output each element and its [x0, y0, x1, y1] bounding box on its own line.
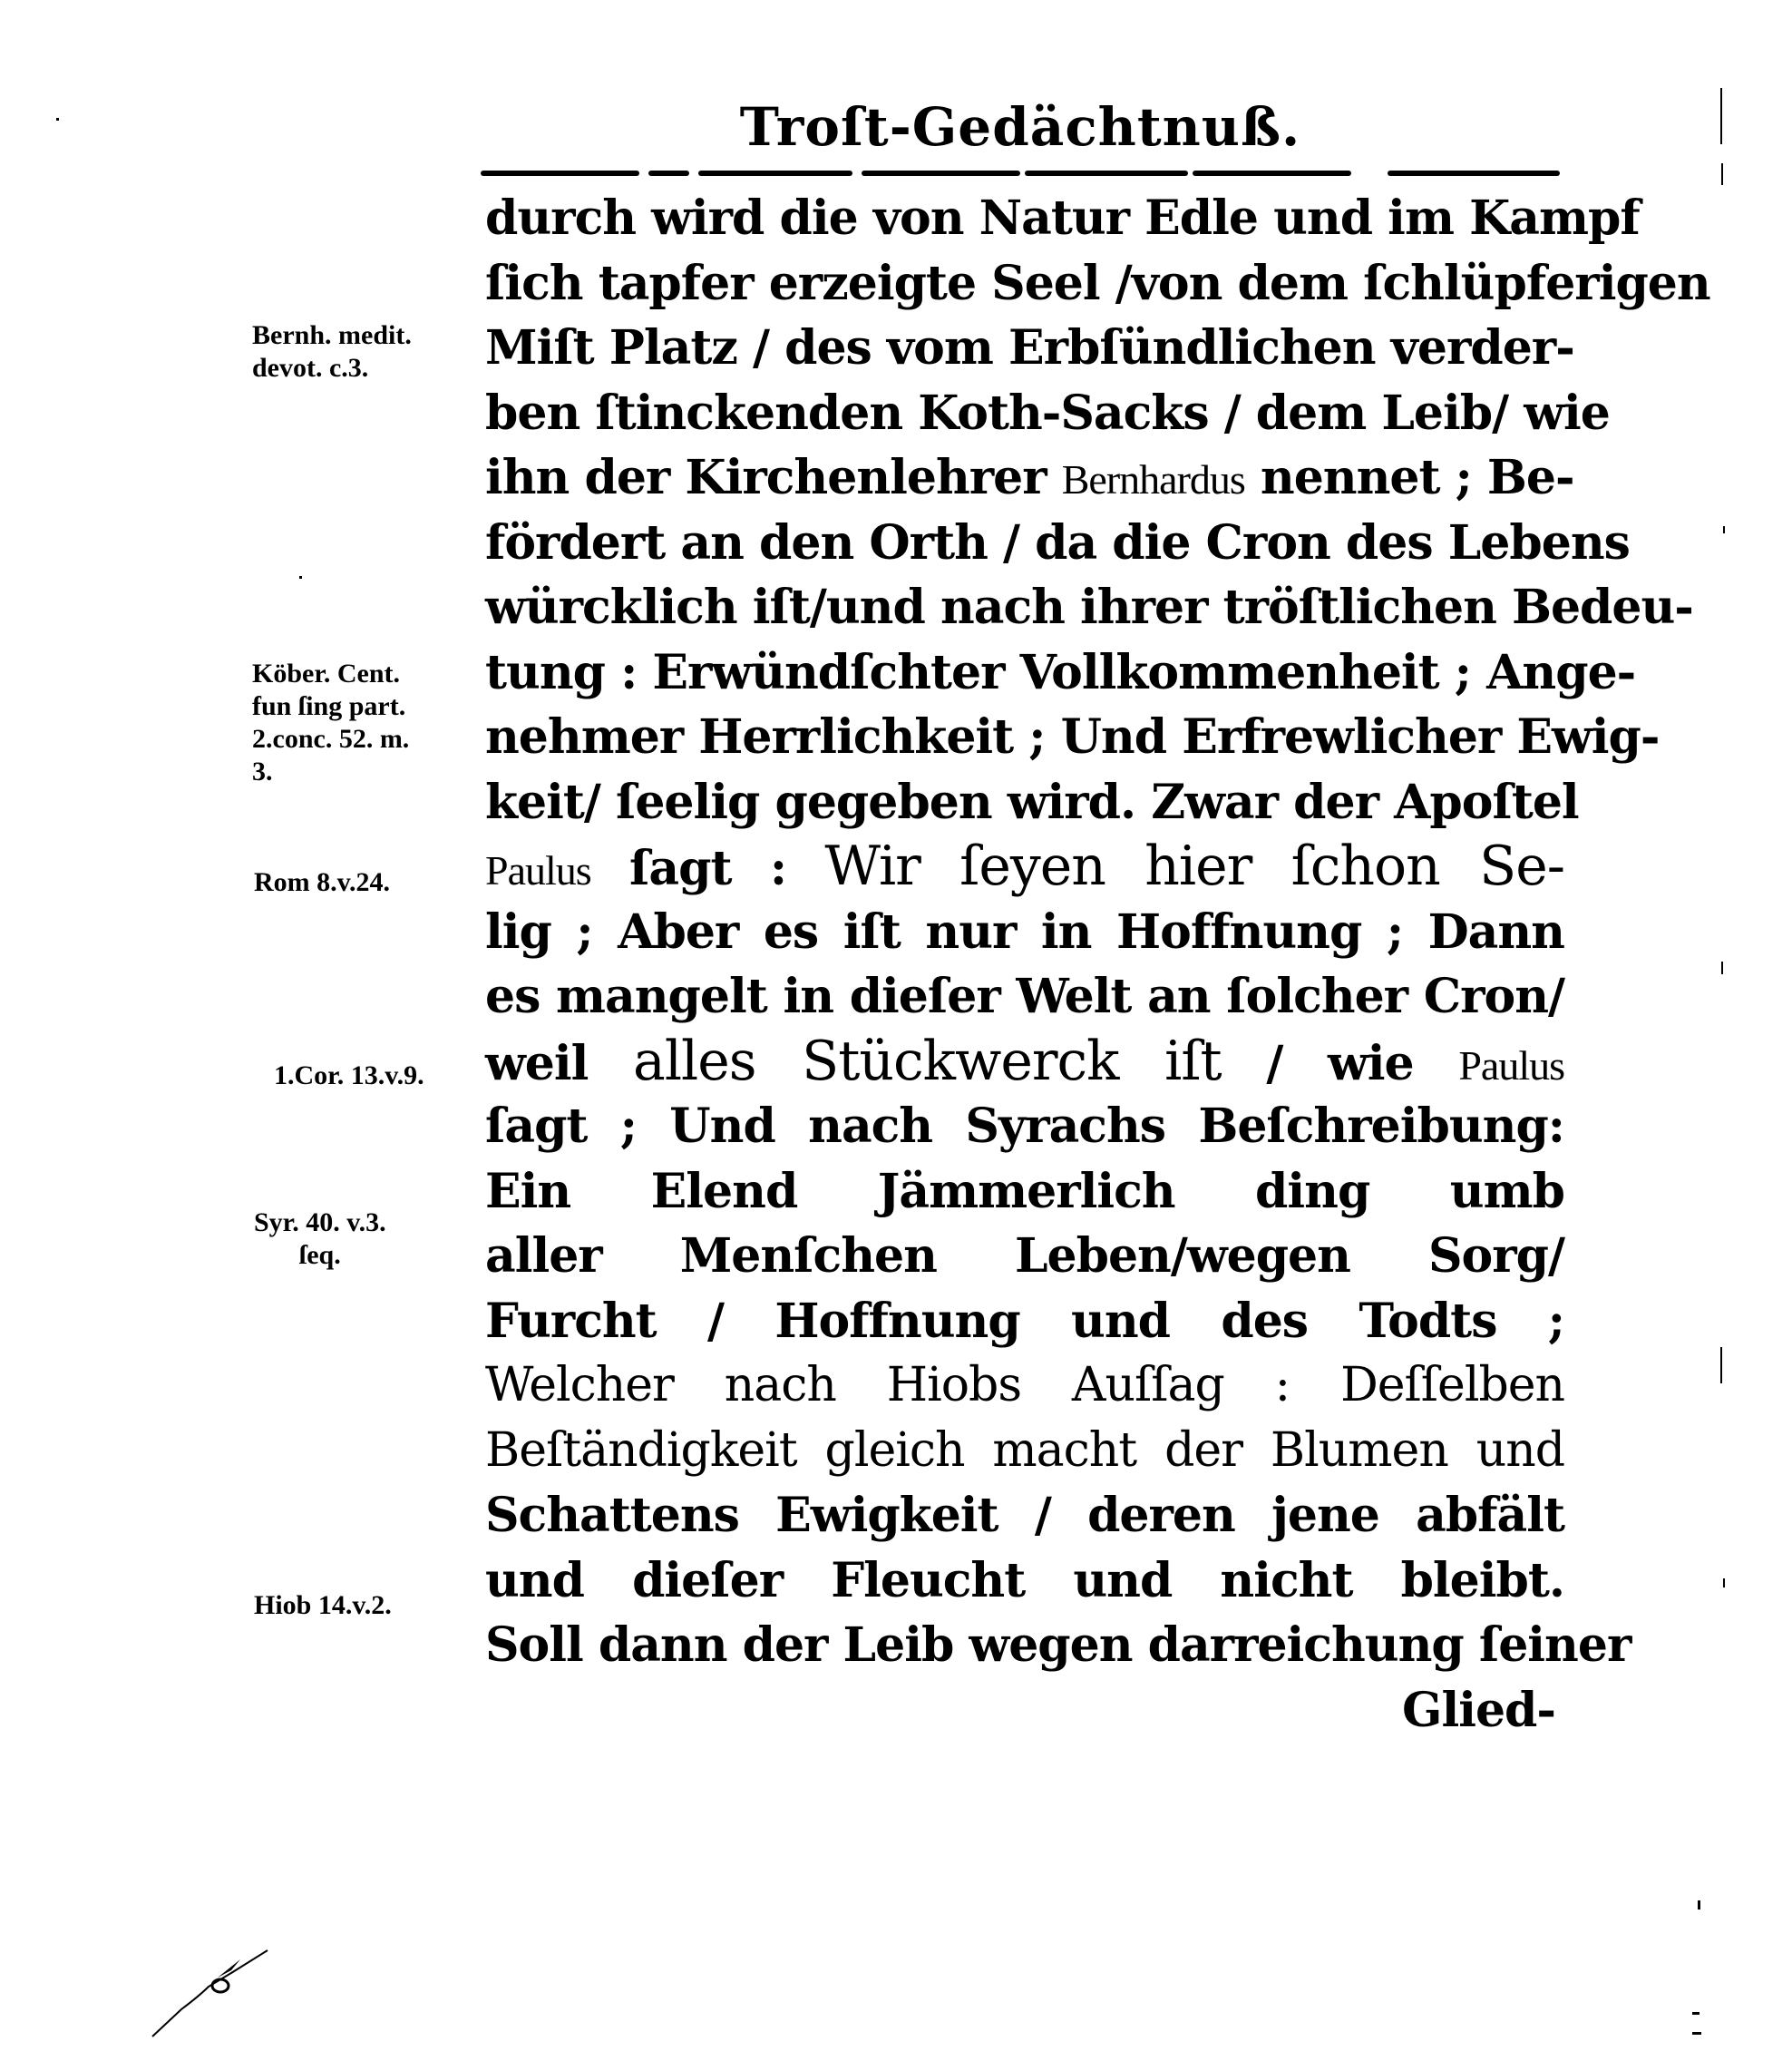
margin-note-line: Hiob 14.v.2. — [254, 1590, 392, 1620]
text-line-quote: aller Menſchen Leben/wegen Sorg/ — [485, 1228, 1564, 1284]
scan-artifact — [56, 118, 59, 121]
margin-note — [254, 1589, 392, 1622]
text-line: fördert an den Orth / da die Cron des Lebens — [485, 514, 1630, 571]
margin-note-line: Rom 8.v.24. — [254, 867, 390, 897]
text-segment: ihn der Kirchenlehrer — [485, 450, 1062, 505]
text-line-quote: Furcht / Hoffnung und des Todts ; — [485, 1293, 1564, 1349]
scan-artifact — [1720, 1347, 1722, 1383]
margin-note-line: 2.conc. 52. m. — [252, 724, 410, 754]
margin-note-line: Syr. 40. v.3. — [254, 1207, 386, 1237]
body-text — [485, 186, 1710, 1743]
scan-artifact — [1698, 1900, 1700, 1910]
margin-note-line: 3. — [252, 757, 273, 786]
margin-note — [254, 866, 390, 899]
text-line: es mangelt in dieſer Welt an ſolcher Cron/ — [485, 969, 1564, 1024]
text-line: Welcher nach Hiobs Auſſag : Deſſelben — [485, 1358, 1564, 1412]
text-line: keit/ ſeelig gegeben wird. Zwar der Apoſtel — [485, 774, 1579, 830]
scan-artifact — [299, 576, 302, 579]
text-line: ſich tapfer erzeigte Seel /von dem ſchlüpferigen — [485, 255, 1710, 311]
text-segment: ſagt : — [590, 841, 825, 896]
margin-note-line: Bernh. medit. — [252, 320, 412, 350]
ink-scribble-icon — [145, 1914, 272, 2041]
scripture-quote: Wir ſeyen hier ſchon Se- — [824, 835, 1564, 898]
margin-note-line: fun ſing part. — [252, 691, 406, 721]
name-paulus: Paulus — [485, 847, 591, 894]
margin-note-line: devot. c.3. — [252, 353, 369, 383]
text-line: tung : Erwündſchter Vollkommenheit ; Ange- — [485, 644, 1636, 700]
running-head: Troſt-Gedächtnuß. — [739, 96, 1301, 158]
scan-artifact — [1692, 2032, 1701, 2035]
text-line: ſagt ; Und nach Syrachs Beſchreibung: — [485, 1099, 1564, 1154]
margin-note-line: ſeq. — [298, 1240, 341, 1270]
margin-note — [274, 1060, 424, 1092]
scan-artifact — [1692, 2012, 1699, 2015]
text-line: lig ; Aber es iſt nur in Hoffnung ; Dann — [485, 904, 1564, 960]
text-segment: weil — [485, 1035, 634, 1091]
margin-note — [252, 658, 409, 788]
scripture-quote: alles Stückwerck iſt — [633, 1029, 1222, 1093]
text-line-quote: Schattens Ewigkeit / deren jene abfält — [485, 1488, 1564, 1543]
scan-artifact — [1723, 526, 1725, 533]
scan-artifact — [1721, 962, 1723, 974]
scan-artifact — [1721, 163, 1723, 185]
text-line — [485, 445, 1574, 511]
text-line — [485, 1030, 1564, 1095]
name-bernhardus: Bernhardus — [1061, 456, 1245, 503]
name-paulus: Paulus — [1458, 1041, 1564, 1089]
margin-note — [254, 1206, 386, 1272]
text-line: würcklich iſt/und nach ihrer tröſtlichen Bedeu- — [485, 580, 1693, 635]
text-line: Soll dann der Leib wegen darreichung ſeiner — [485, 1617, 1631, 1673]
scan-artifact — [1720, 88, 1722, 144]
text-line-quote: Ein Elend Jämmerlich ding umb — [485, 1163, 1564, 1219]
margin-note-line: 1.Cor. 13.v.9. — [274, 1060, 424, 1090]
header-rule — [481, 171, 1560, 177]
text-line-quote: und dieſer Fleucht und nicht bleibt. — [485, 1552, 1564, 1608]
text-line: Miſt Platz / des vom Erbſündlichen verder- — [485, 320, 1574, 376]
scan-artifact — [1723, 1578, 1725, 1587]
text-line: nehmer Herrlichkeit ; Und Erfrewlicher Ewig- — [485, 709, 1660, 765]
catchword: Glied- — [1402, 1682, 1555, 1738]
text-segment: nennet ; Be- — [1244, 450, 1574, 505]
text-line: ben ſtinckenden Koth-Sacks / dem Leib/ wie — [485, 385, 1610, 441]
text-line: durch wird die von Natur Edle und im Kampf — [485, 190, 1640, 246]
text-line: Beſtändigkeit gleich macht der Blumen und — [485, 1422, 1564, 1478]
text-segment: / wie — [1221, 1035, 1459, 1091]
margin-note-line: Köber. Cent. — [252, 659, 401, 689]
margin-note — [252, 319, 412, 385]
text-line — [485, 835, 1564, 900]
